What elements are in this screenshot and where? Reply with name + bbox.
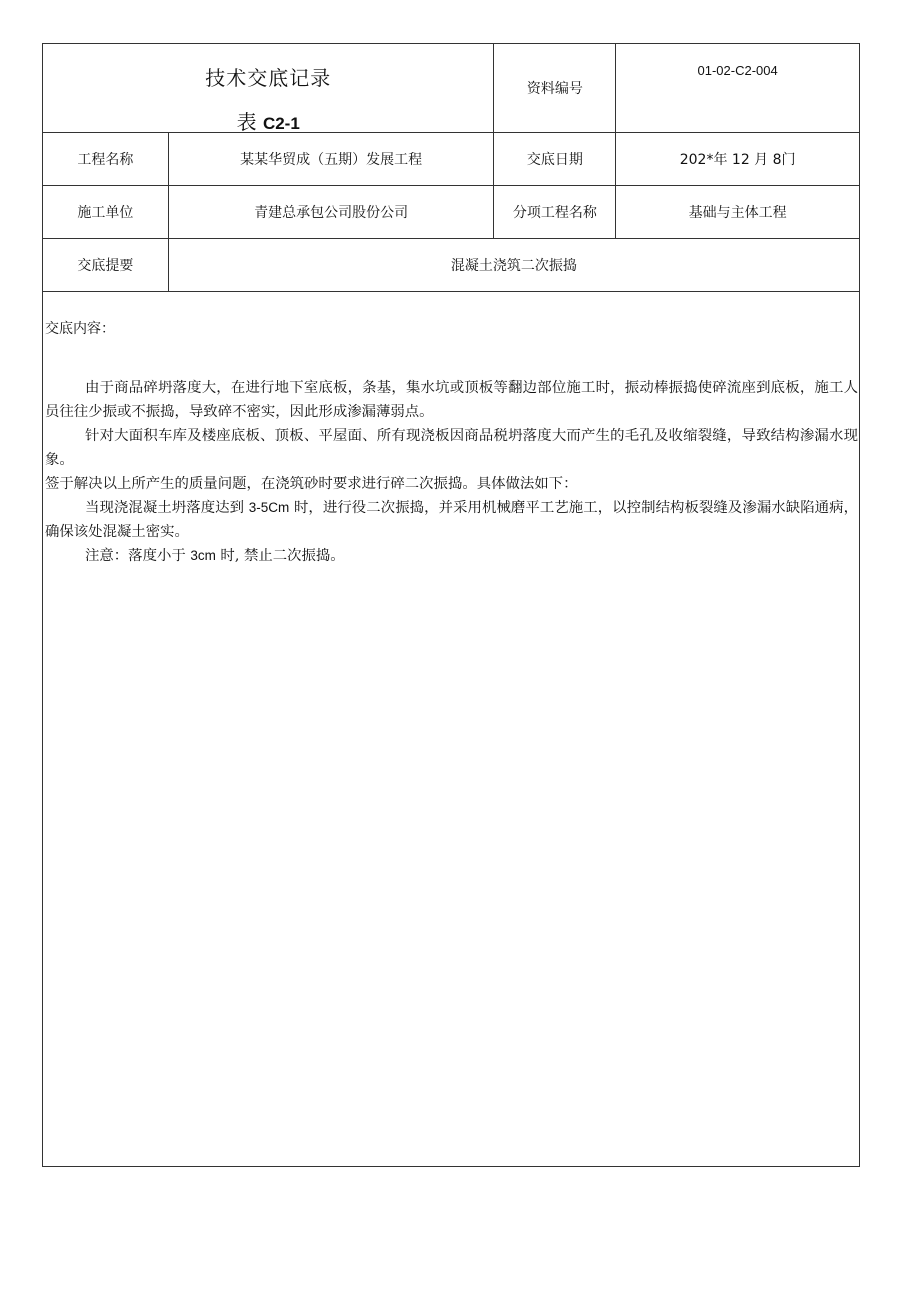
- paragraph-3: 签于解决以上所产生的质量问题，在浇筑砂时要求进行碎二次振捣。具体做法如下：: [45, 476, 578, 492]
- paragraph-2: 针对大面积车库及楼座底板、顶板、平屋面、所有现浇板因商品税坍落度大而产生的毛孔及收缩裂缝，导致结构渗漏水现象。: [45, 428, 858, 468]
- form-code-value: C2-1: [262, 114, 300, 133]
- slump-limit: 3cm: [190, 548, 216, 563]
- project-label: 工程名称: [43, 133, 169, 186]
- summary-value: 混凝土浇筑二次振捣: [168, 239, 859, 292]
- paragraph-5-text-b: 时, 禁止二次振捣。: [220, 548, 345, 564]
- summary-label: 交底提要: [43, 239, 169, 292]
- paragraph-1: 由于商品碎坍落度大，在进行地下室底板，条基，集水坑或顶板等翻边部位施工时，振动棒振捣使碎流座到底板，施工人员往往少振或不振捣，导致碎不密实，因此形成渗漏薄弱点。: [45, 380, 858, 420]
- header-table: [42, 43, 860, 292]
- doc-no-value: 01-02-C2-004: [697, 63, 778, 78]
- doc-no-cell: [616, 44, 860, 133]
- project-value: 某某华贸成（五期）发展工程: [168, 133, 494, 186]
- date-value: 202*年 12 月 8门: [616, 133, 860, 186]
- unit-label: 施工单位: [43, 186, 169, 239]
- paragraph-4-text-a: 当现浇混凝土坍落度达到: [85, 500, 245, 516]
- paragraph-4: [45, 496, 858, 544]
- slump-range: 3-5Cm: [248, 500, 290, 515]
- form-prefix: 表: [236, 110, 257, 134]
- subitem-label: 分项工程名称: [494, 186, 616, 239]
- record-sheet: [42, 43, 860, 1167]
- content-label: 交底内容：: [45, 321, 115, 337]
- content-area: [44, 306, 858, 1166]
- subitem-value: 基础与主体工程: [616, 186, 860, 239]
- form-code: [43, 106, 493, 135]
- paragraph-5-text-a: 注意：落度小于: [85, 548, 186, 564]
- title-cell: [43, 44, 494, 133]
- doc-no-label: 资料编号: [494, 44, 616, 133]
- unit-value: 青建总承包公司股份公司: [168, 186, 494, 239]
- paragraph-5: [45, 544, 858, 568]
- date-label: 交底日期: [494, 133, 616, 186]
- page-title: 技术交底记录: [205, 66, 332, 90]
- paragraph-4-text-b: 时，进行役二次振捣，并采用机械磨平工艺施工，以控制结构板裂缝及渗漏水缺陷通病，确保该处混凝土密实。: [45, 500, 858, 540]
- content-body: [45, 376, 858, 568]
